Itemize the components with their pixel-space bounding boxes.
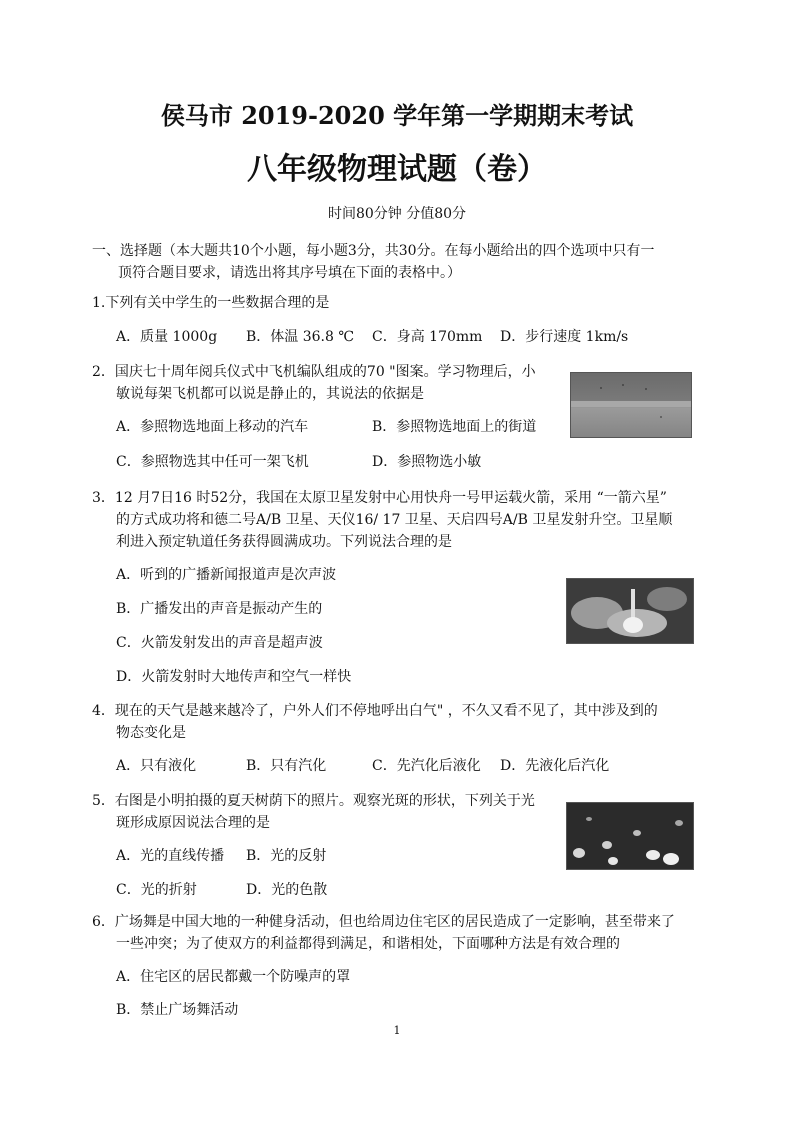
question-4-stem-cont: 物态变化是	[116, 725, 186, 741]
q2-option-a: A．参照物选地面上移动的汽车	[116, 419, 309, 435]
question-6-stem: 6．广场舞是中国大地的一种健身活动，但也给周边住宅区的居民造成了一定影响，甚至带来了	[92, 914, 675, 930]
question-3-stem: 3．12 月7日16 时52分，我国在太原卫星发射中心用快舟一号甲运载火箭，采用 “一箭六星”	[92, 490, 667, 506]
q6-option-a: A．住宅区的居民都戴一个防噪声的罩	[116, 969, 351, 985]
question-4-stem: 4．现在的天气是越来越冷了，户外人们不停地呼出白气" ，不久又看不见了，其中涉及到的	[92, 703, 658, 719]
section-heading-cont: 顶符合题目要求，请选出将其序号填在下面的表格中。）	[118, 265, 461, 281]
question-3-stem-cont2: 利进入预定轨道任务获得圆满成功。下列说法合理的是	[116, 534, 452, 550]
question-1-stem: 1.下列有关中学生的一些数据合理的是	[92, 295, 330, 311]
question-5-stem: 5．右图是小明拍摄的夏天树荫下的照片。观察光斑的形状，下列关于光	[92, 793, 535, 809]
section-heading: 一、选择题（本大题共10个小题，每小题3分，共30分。在每小题给出的四个选项中只有一	[92, 243, 655, 259]
aircraft-formation-photo	[570, 372, 692, 438]
q5-option-d: D．光的色散	[246, 882, 328, 898]
q1-option-b: B．体温 36.8 ℃	[246, 329, 355, 345]
paper-subtitle: 八年级物理试题（卷）	[247, 152, 547, 187]
q5-option-b: B．光的反射	[246, 848, 327, 864]
question-3-stem-cont1: 的方式成功将和德二号A/B 卫星、天仪16/ 17 卫星、天启四号A/B 卫星发射升空。卫星顺	[116, 512, 673, 528]
q4-option-a: A．只有液化	[116, 758, 197, 774]
rocket-launch-photo	[566, 578, 694, 644]
q2-option-b: B．参照物选地面上的街道	[372, 419, 537, 435]
q4-option-c: C．先汽化后液化	[372, 758, 481, 774]
tree-shade-light-spots-photo	[566, 802, 694, 870]
light-spots-graphic	[567, 803, 693, 869]
q3-option-d: D．火箭发射时大地传声和空气一样快	[116, 669, 352, 685]
exam-title: 侯马市 2019-2020 学年第一学期期末考试	[160, 101, 634, 130]
q2-option-c: C．参照物选其中任可一架飞机	[116, 454, 309, 470]
q5-option-a: A．光的直线传播	[116, 848, 225, 864]
q4-option-d: D．先液化后汽化	[500, 758, 610, 774]
question-2-stem-cont: 敏说每架飞机都可以说是静止的，其说法的依据是	[116, 386, 424, 402]
aircraft-photo-graphic	[571, 373, 691, 437]
q6-option-b: B．禁止广场舞活动	[116, 1002, 239, 1018]
q3-option-a: A．听到的广播新闻报道声是次声波	[116, 567, 337, 583]
question-6-stem-cont: 一些冲突；为了使双方的利益都得到满足，和谐相处，下面哪种方法是有效合理的	[116, 936, 620, 952]
q1-option-d: D．步行速度 1km/s	[500, 329, 629, 345]
rocket-photo-graphic	[567, 579, 693, 643]
question-5-stem-cont: 斑形成原因说法合理的是	[116, 815, 270, 831]
q5-option-c: C．光的折射	[116, 882, 197, 898]
q2-option-d: D．参照物选小敏	[372, 454, 482, 470]
q1-option-a: A．质量 1000g	[116, 329, 218, 345]
exam-meta: 时间80分钟 分值80分	[327, 206, 467, 222]
q3-option-c: C．火箭发射发出的声音是超声波	[116, 635, 323, 651]
page-number: 1	[393, 1024, 401, 1037]
question-2-stem: 2．国庆七十周年阅兵仪式中飞机编队组成的70 "图案。学习物理后，小	[92, 364, 536, 380]
q3-option-b: B．广播发出的声音是振动产生的	[116, 601, 323, 617]
q4-option-b: B．只有汽化	[246, 758, 327, 774]
q1-option-c: C．身高 170mm	[372, 329, 483, 345]
